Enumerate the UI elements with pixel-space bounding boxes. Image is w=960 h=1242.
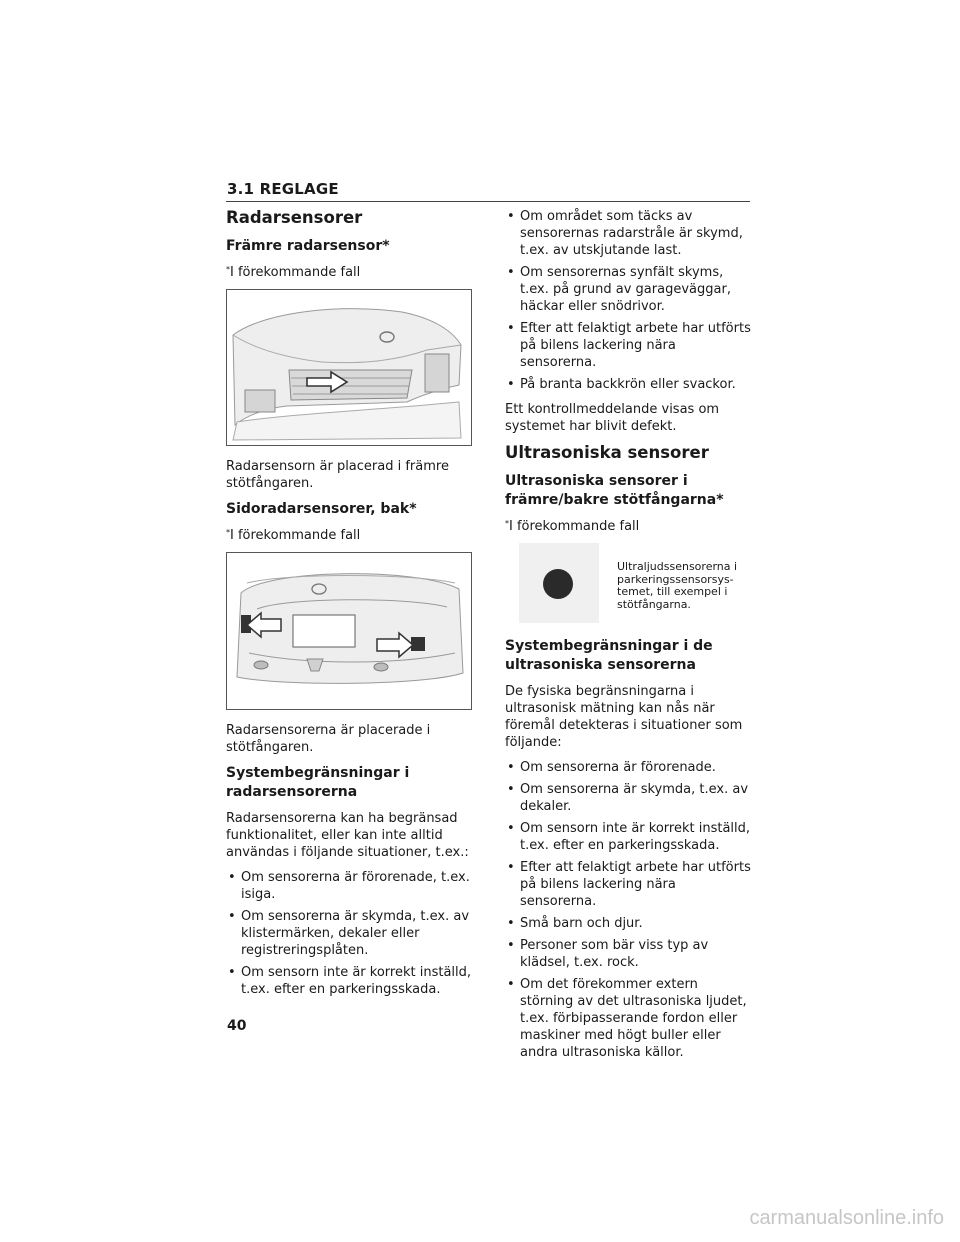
watermark: carmanualsonline.info	[749, 1207, 944, 1229]
list-item: • Om sensorerna är förorenade, t.ex. isiga.	[226, 869, 472, 903]
list-item: • Om sensorerna är skymda, t.ex. av klistermärken, dekaler eller registreringsplåten.	[226, 908, 472, 959]
sensor-caption: Ultraljudssensorerna i parkeringssensorsys-temet, till exempel i stötfångarna.	[617, 560, 738, 611]
side-radar-heading: Sidoradarsensorer, bak*	[226, 501, 417, 517]
footnote-text: I förekommande fall	[509, 519, 640, 534]
ultrasonic-sensor-icon	[543, 569, 573, 599]
front-radar-heading: Främre radarsensor*	[226, 238, 390, 254]
ultrasonic-footnote	[505, 518, 751, 535]
list-item: • Efter att felaktigt arbete har utförts på bilens lackering nära sensorerna.	[505, 859, 751, 910]
list-item: • Personer som bär viss typ av klädsel, t.ex. rock.	[505, 937, 751, 971]
footnote-text: I förekommande fall	[230, 265, 361, 280]
list-item: • Om det förekommer extern störning av det ultrasoniska ljudet, t.ex. förbipasserande fordon eller maskiner med högt buller eller andra ultrasoniska källor.	[505, 976, 751, 1061]
side-caption: Radarsensorerna är placerade i stötfångaren.	[226, 723, 431, 755]
list-item: • Om området som täcks av sensorernas radarstråle är skymd, t.ex. av utskjutande last.	[505, 208, 751, 259]
radar-limits-continued-list	[505, 208, 751, 393]
ultrasonic-limits-list	[505, 759, 751, 1061]
footnote-text: I förekommande fall	[230, 528, 361, 543]
page-number: 40	[227, 1018, 247, 1034]
ultrasonic-heading: Ultrasoniska sensorer i främre/bakre stötfångarna*	[505, 473, 724, 508]
side-footnote	[226, 527, 472, 544]
rear-bumper-illustration	[227, 553, 471, 709]
footnote-mark: *	[505, 519, 509, 528]
list-item: • Om sensorerna är skymda, t.ex. av dekaler.	[505, 781, 751, 815]
list-item: • Om sensorn inte är korrekt inställd, t.ex. efter en parkeringsskada.	[505, 820, 751, 854]
list-item: • Om sensorerna är förorenade.	[505, 759, 751, 776]
list-item: • Efter att felaktigt arbete har utförts på bilens lackering nära sensorerna.	[505, 320, 751, 371]
list-item: • Små barn och djur.	[505, 915, 751, 932]
front-footnote	[226, 264, 472, 281]
radar-limits-heading: Systembegränsningar i radarsensorerna	[226, 765, 410, 800]
sensor-figure-row	[505, 543, 751, 623]
ultrasonic-limits-heading: Systembegränsningar i de ultrasoniska sensorerna	[505, 638, 713, 673]
footnote-mark: *	[226, 528, 230, 537]
sensor-figure	[519, 543, 599, 623]
list-item: • Om sensorn inte är korrekt inställd, t.ex. efter en parkeringsskada.	[226, 964, 472, 998]
right-column	[505, 208, 751, 1069]
footnote-mark: *	[226, 265, 230, 274]
front-bumper-illustration	[227, 290, 471, 445]
radar-title: Radarsensorer	[226, 208, 363, 227]
section-header	[226, 177, 750, 202]
list-item: • På branta backkrön eller svackor.	[505, 376, 751, 393]
ultrasonic-limits-intro: De fysiska begränsningarna i ultrasonisk mätning kan nås när föremål detekteras i situationer som följande:	[505, 684, 743, 750]
front-bumper-figure	[226, 289, 472, 446]
radar-limits-list	[226, 869, 472, 998]
list-item: • Om sensorernas synfält skyms, t.ex. på grund av garageväggar, häckar eller snödrivor.	[505, 264, 751, 315]
front-caption: Radarsensorn är placerad i främre stötfångaren.	[226, 459, 449, 491]
rear-bumper-figure	[226, 552, 472, 710]
defect-note: Ett kontrollmeddelande visas om systemet har blivit defekt.	[505, 402, 720, 434]
left-column	[226, 208, 472, 1006]
section-title: 3.1 REGLAGE	[227, 180, 339, 198]
ultrasonic-title: Ultrasoniska sensorer	[505, 443, 709, 462]
radar-limits-intro: Radarsensorerna kan ha begränsad funktionalitet, eller kan inte alltid användas i följande situationer, t.ex.:	[226, 811, 469, 860]
